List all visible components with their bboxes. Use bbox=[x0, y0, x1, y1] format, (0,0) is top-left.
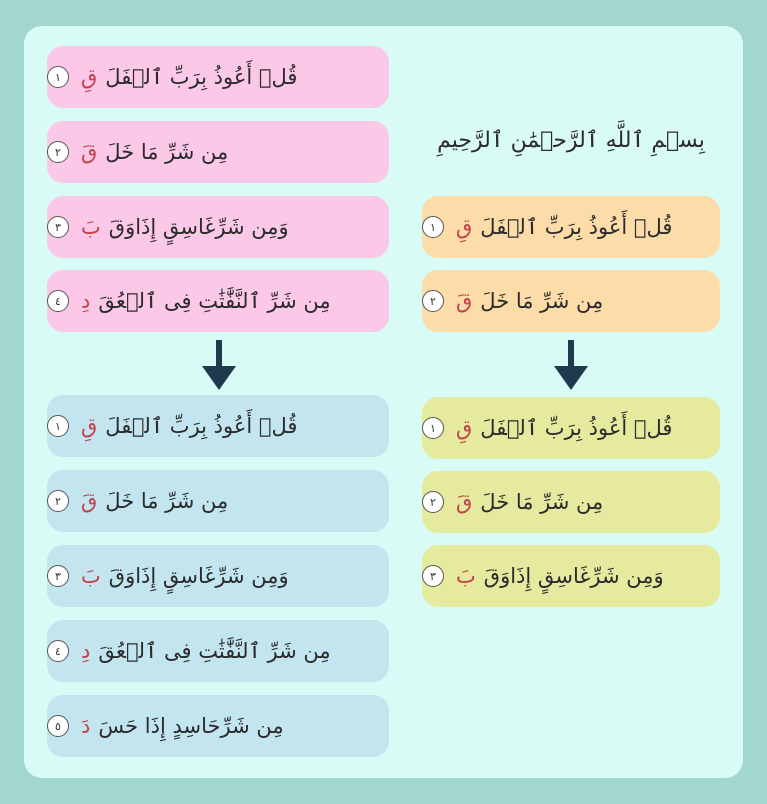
verse-card bbox=[47, 545, 389, 607]
verse-ending: قَ bbox=[456, 289, 473, 313]
verse-card bbox=[47, 395, 389, 457]
verse-number-icon: ٢ bbox=[422, 290, 444, 312]
verse-card bbox=[47, 121, 389, 183]
verse-text: مِن شَرِّ ٱلنَّفَّٰثَٰتِ فِى ٱلۡعُقَ bbox=[98, 639, 331, 663]
verse-number-icon: ٣ bbox=[47, 565, 69, 587]
verse-ending: قِ bbox=[456, 215, 473, 239]
verse-card bbox=[422, 270, 720, 332]
verse-number-icon: ١ bbox=[47, 66, 69, 88]
verse-text: مِن شَرِّ مَا خَلَ bbox=[480, 289, 604, 313]
verse-card bbox=[47, 470, 389, 532]
verse-ending: دِ bbox=[81, 289, 91, 313]
verse-text: وَمِن شَرِّغَاسِقٍ إِذَاوَقَ bbox=[483, 564, 664, 588]
verse-number-icon: ١ bbox=[422, 417, 444, 439]
arrow-down-icon bbox=[554, 340, 588, 392]
verse-ending: دِ bbox=[81, 639, 91, 663]
verse-ending: قِ bbox=[81, 65, 98, 89]
verse-number-icon: ٥ bbox=[47, 715, 69, 737]
verse-text: مِن شَرِّ مَا خَلَ bbox=[105, 489, 229, 513]
verse-card bbox=[422, 397, 720, 459]
verse-card bbox=[47, 196, 389, 258]
verse-number-icon: ٣ bbox=[422, 565, 444, 587]
verse-number-icon: ١ bbox=[47, 415, 69, 437]
verse-number-icon: ٤ bbox=[47, 640, 69, 662]
verse-ending: بَ bbox=[81, 564, 101, 588]
verse-text: مِن شَرِّحَاسِدٍ إِذَا حَسَ bbox=[98, 714, 284, 738]
verse-number-icon: ٢ bbox=[47, 490, 69, 512]
verse-card bbox=[47, 270, 389, 332]
verse-ending: بَ bbox=[456, 564, 476, 588]
verse-number-icon: ٣ bbox=[47, 216, 69, 238]
verse-text: قُلۡ أَعُوذُ بِرَبِّ ٱلۡفَلَ bbox=[480, 215, 673, 239]
verse-text: مِن شَرِّ ٱلنَّفَّٰثَٰتِ فِى ٱلۡعُقَ bbox=[98, 289, 331, 313]
verse-ending: بَ bbox=[81, 215, 101, 239]
verse-card bbox=[422, 196, 720, 258]
verse-text: قُلۡ أَعُوذُ بِرَبِّ ٱلۡفَلَ bbox=[105, 414, 298, 438]
verse-card bbox=[47, 46, 389, 108]
verse-text: وَمِن شَرِّغَاسِقٍ إِذَاوَقَ bbox=[108, 215, 289, 239]
verse-number-icon: ١ bbox=[422, 216, 444, 238]
verse-card bbox=[422, 471, 720, 533]
verse-text: قُلۡ أَعُوذُ بِرَبِّ ٱلۡفَلَ bbox=[480, 416, 673, 440]
verse-text: وَمِن شَرِّغَاسِقٍ إِذَاوَقَ bbox=[108, 564, 289, 588]
arrow-down-icon bbox=[202, 340, 236, 392]
verse-ending: قِ bbox=[456, 416, 473, 440]
verse-card bbox=[47, 695, 389, 757]
verse-ending: قِ bbox=[81, 414, 98, 438]
verse-text: قُلۡ أَعُوذُ بِرَبِّ ٱلۡفَلَ bbox=[105, 65, 298, 89]
verse-ending: قَ bbox=[456, 490, 473, 514]
verse-text: مِن شَرِّ مَا خَلَ bbox=[105, 140, 229, 164]
verse-card bbox=[47, 620, 389, 682]
bismillah-heading: بِسۡمِ ٱللَّهِ ٱلرَّحۡمَٰنِ ٱلرَّحِيمِ bbox=[437, 128, 705, 153]
verse-ending: دَ bbox=[81, 714, 91, 738]
verse-card bbox=[422, 545, 720, 607]
verse-text: مِن شَرِّ مَا خَلَ bbox=[480, 490, 604, 514]
verse-number-icon: ٤ bbox=[47, 290, 69, 312]
verse-number-icon: ٢ bbox=[47, 141, 69, 163]
verse-ending: قَ bbox=[81, 489, 98, 513]
verse-number-icon: ٢ bbox=[422, 491, 444, 513]
verse-ending: قَ bbox=[81, 140, 98, 164]
